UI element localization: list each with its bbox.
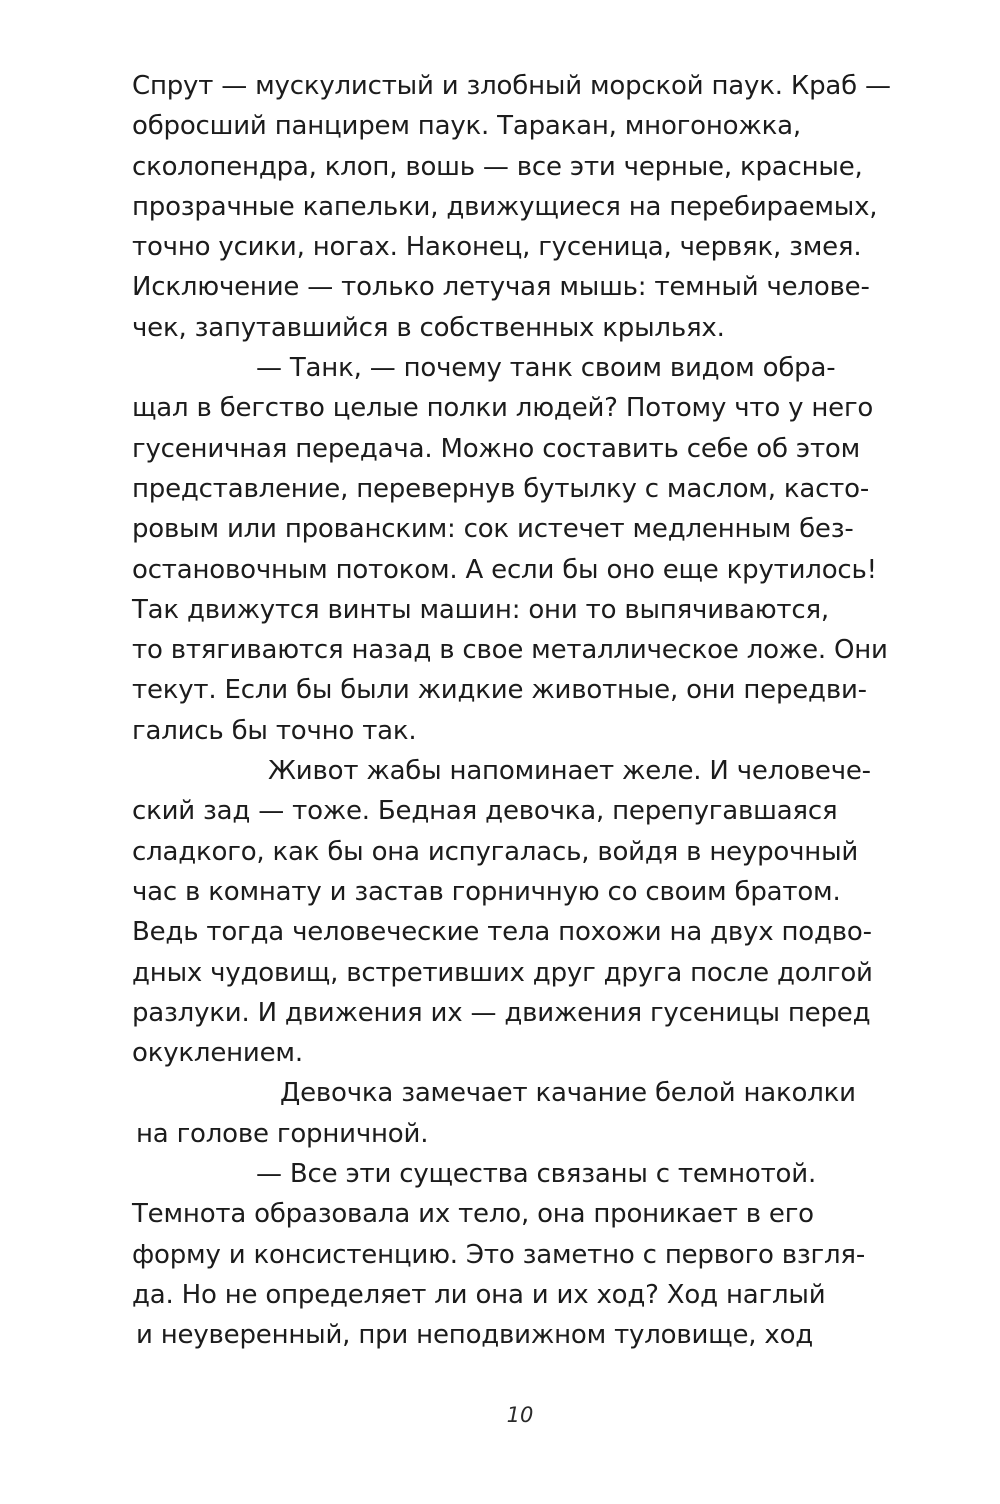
text-line: сколопендра, клоп, вошь — все эти черные, красные, xyxy=(132,151,863,182)
text-line: представление, перевернув бутылку с маслом, касто- xyxy=(132,473,870,504)
text-line: ровым или прованским: сок истечет медленным без- xyxy=(132,514,854,545)
page-number: 10 xyxy=(506,1403,534,1427)
text-line: разлуки. И движения их — движения гусеницы перед xyxy=(132,997,871,1028)
paragraph-first-line: — Все эти существа связаны с темнотой. xyxy=(256,1159,817,1190)
text-line: прозрачные капельки, движущиеся на перебираемых, xyxy=(132,191,878,222)
text-line: щал в бегство целые полки людей? Потому что у него xyxy=(132,393,874,424)
text-line: то втягиваются назад в свое металлическое ложе. Они xyxy=(132,635,888,666)
text-line: Исключение — только летучая мышь: темный челове- xyxy=(132,272,870,303)
text-line: форму и консистенцию. Это заметно с первого взгля- xyxy=(132,1239,866,1270)
text-line: дных чудовищ, встретивших друг друга после долгой xyxy=(132,957,873,988)
text-line: на голове горничной. xyxy=(136,1118,429,1149)
text-line: да. Но не определяет ли она и их ход? Ход наглый xyxy=(132,1279,826,1310)
text-line: ский зад — тоже. Бедная девочка, перепугавшаяся xyxy=(132,796,838,827)
text-line: остановочным потоком. А если бы оно еще крутилось! xyxy=(132,554,877,585)
text-line: и неуверенный, при неподвижном туловище, ход xyxy=(136,1320,814,1351)
text-line: чек, запутавшийся в собственных крыльях. xyxy=(132,312,725,343)
text-line: гусеничная передача. Можно составить себе об этом xyxy=(132,433,861,464)
paragraph-first-line: Живот жабы напоминает желе. И человече- xyxy=(268,756,871,787)
text-line: сладкого, как бы она испугалась, войдя в неурочный xyxy=(132,836,859,867)
text-line: обросший панцирем паук. Таракан, многоножка, xyxy=(132,111,801,142)
text-line: Спрут — мускулистый и злобный морской паук. Краб — xyxy=(132,71,891,101)
text-line: гались бы точно так. xyxy=(132,715,417,746)
text-line: Так движутся винты машин: они то выпячиваются, xyxy=(132,594,829,625)
text-line: час в комнату и застав горничную со своим братом. xyxy=(132,876,841,907)
paragraph-first-line: Девочка замечает качание белой наколки xyxy=(280,1078,856,1109)
text-line: Темнота образовала их тело, она проникает в его xyxy=(132,1199,814,1230)
text-line: Ведь тогда человеческие тела похожи на двух подво- xyxy=(132,917,872,948)
body-text xyxy=(132,66,932,1356)
text-line: точно усики, ногах. Наконец, гусеница, червяк, змея. xyxy=(132,232,862,263)
paragraph-first-line: — Танк, — почему танк своим видом обра- xyxy=(256,353,836,384)
text-line: окуклением. xyxy=(132,1038,303,1069)
text-line: текут. Если бы были жидкие животные, они передви- xyxy=(132,675,867,706)
